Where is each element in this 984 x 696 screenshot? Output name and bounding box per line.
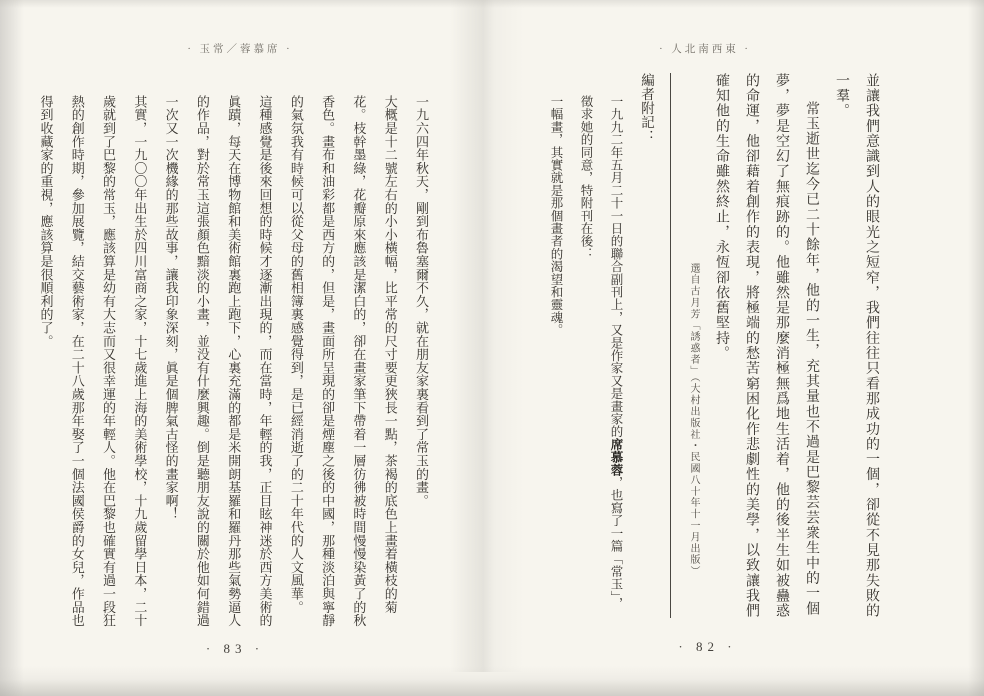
body-paragraph: 其實，一九〇〇年出生於四川富商之家，十七歲進上海的美術學校，十九歲留學日本，二十歲就到了巴黎的常玉，應該算是幼有大志而又很幸運的年輕人。他在巴黎也確實有過一段狂熱的創作時期，參加展覽，結交藝術家，在二十八歲那年娶了一個法國侯爵的女兒，作品也得到收藏家的重視，應該算是很順利的了。 — [38, 95, 148, 627]
article-body-left — [30, 95, 437, 628]
body-paragraph: 一九六四年秋天，剛到布魯塞爾不久，就在朋友家裏看到了常玉的畫。 — [414, 95, 429, 508]
author-name-emphasis: 席慕蓉 — [609, 437, 623, 477]
body-paragraph: 大概是十二號左右的小小橫幅，比平常的尺寸要更狹長一點，茶褐的底色上畫着橫枝的菊花。枝幹墨綠，花瓣原來應該是潔白的，卻在畫家筆下帶着一層彷彿被時間慢慢染黃了的秋香色。畫布和油彩都是西方的，但是，畫面所呈現的卻是煙塵之後的中國，那種淡泊與寧靜的氣氛我有時候可以從父母的舊相簿裏感覺得到，是已經消逝了的二十年代的人文風華。 — [288, 95, 398, 627]
note-text: 一九九二年五月二十一日的聯合副刊上，又是作家又是畫家的 — [609, 95, 623, 438]
scan-edge-shadow-left — [0, 0, 24, 696]
article-body-right — [534, 73, 886, 623]
running-head-left: · 玉常／蓉慕席 · — [187, 44, 293, 55]
editor-note-paragraph: 一幅畫，其實就是那個畫者的渴望和靈魂。 — [549, 95, 563, 337]
page-number-left: · 83 · — [205, 641, 265, 656]
note-text: ，也寫了一篇「常玉」， — [609, 476, 623, 610]
scan-edge-shadow-right — [968, 0, 984, 696]
running-head-right: · 人北南西東 · — [659, 44, 751, 55]
editor-note — [541, 73, 661, 623]
page-gutter-shadow — [450, 0, 524, 672]
quote-paragraph: 常玉逝世迄今已二十餘年，他的一生，充其量也不過是巴黎芸芸衆生中的一個夢，夢是空幻了無痕跡的。他雖然是那麼消極無爲地生活着，他的後半生如被蠱惑的命運，他卻藉着創作的表現，將極端的愁苦窮困化作悲劇性的美學，以致讓我們確知他的生命雖然終止，永恆卻依舊堅持。 — [714, 73, 819, 619]
scan-edge-shadow-top — [0, 0, 984, 8]
editor-note-paragraph: 徵求她的同意，特附刊在後： — [579, 95, 593, 261]
citation-line: 選自古月芳「誘惑者」（大村出版社・民國八十年十一月出版） — [688, 263, 699, 578]
page-number-right: · 82 · — [678, 639, 737, 654]
section-divider-rule — [670, 73, 671, 618]
editor-note-paragraph — [601, 95, 631, 623]
body-paragraph: 這種感覺是後來回想的時候才逐漸出現的，而在當時，年輕的我，正目眩神迷於西方美術的眞蹟，每天在博物館和美術館裏跑上跑下，心裏充滿的都是米開朗基羅和羅丹那些氣勢逼人的作品，對於常玉這張顏色黯淡的小畫，並没有什麼興趣。倒是聽朋友說的關於他如何錯過一次又一次機緣的那些故事，讓我印象深刻，眞是個脾氣古怪的畫家啊！ — [163, 95, 273, 627]
editor-note-heading: 編者附記： — [639, 73, 654, 144]
scan-edge-shadow-bottom — [0, 666, 984, 696]
quote-paragraph: 並讓我們意識到人的眼光之短窄，我們往往只看那成功的一個，卻從不見那失敗的一羣。 — [834, 73, 879, 619]
